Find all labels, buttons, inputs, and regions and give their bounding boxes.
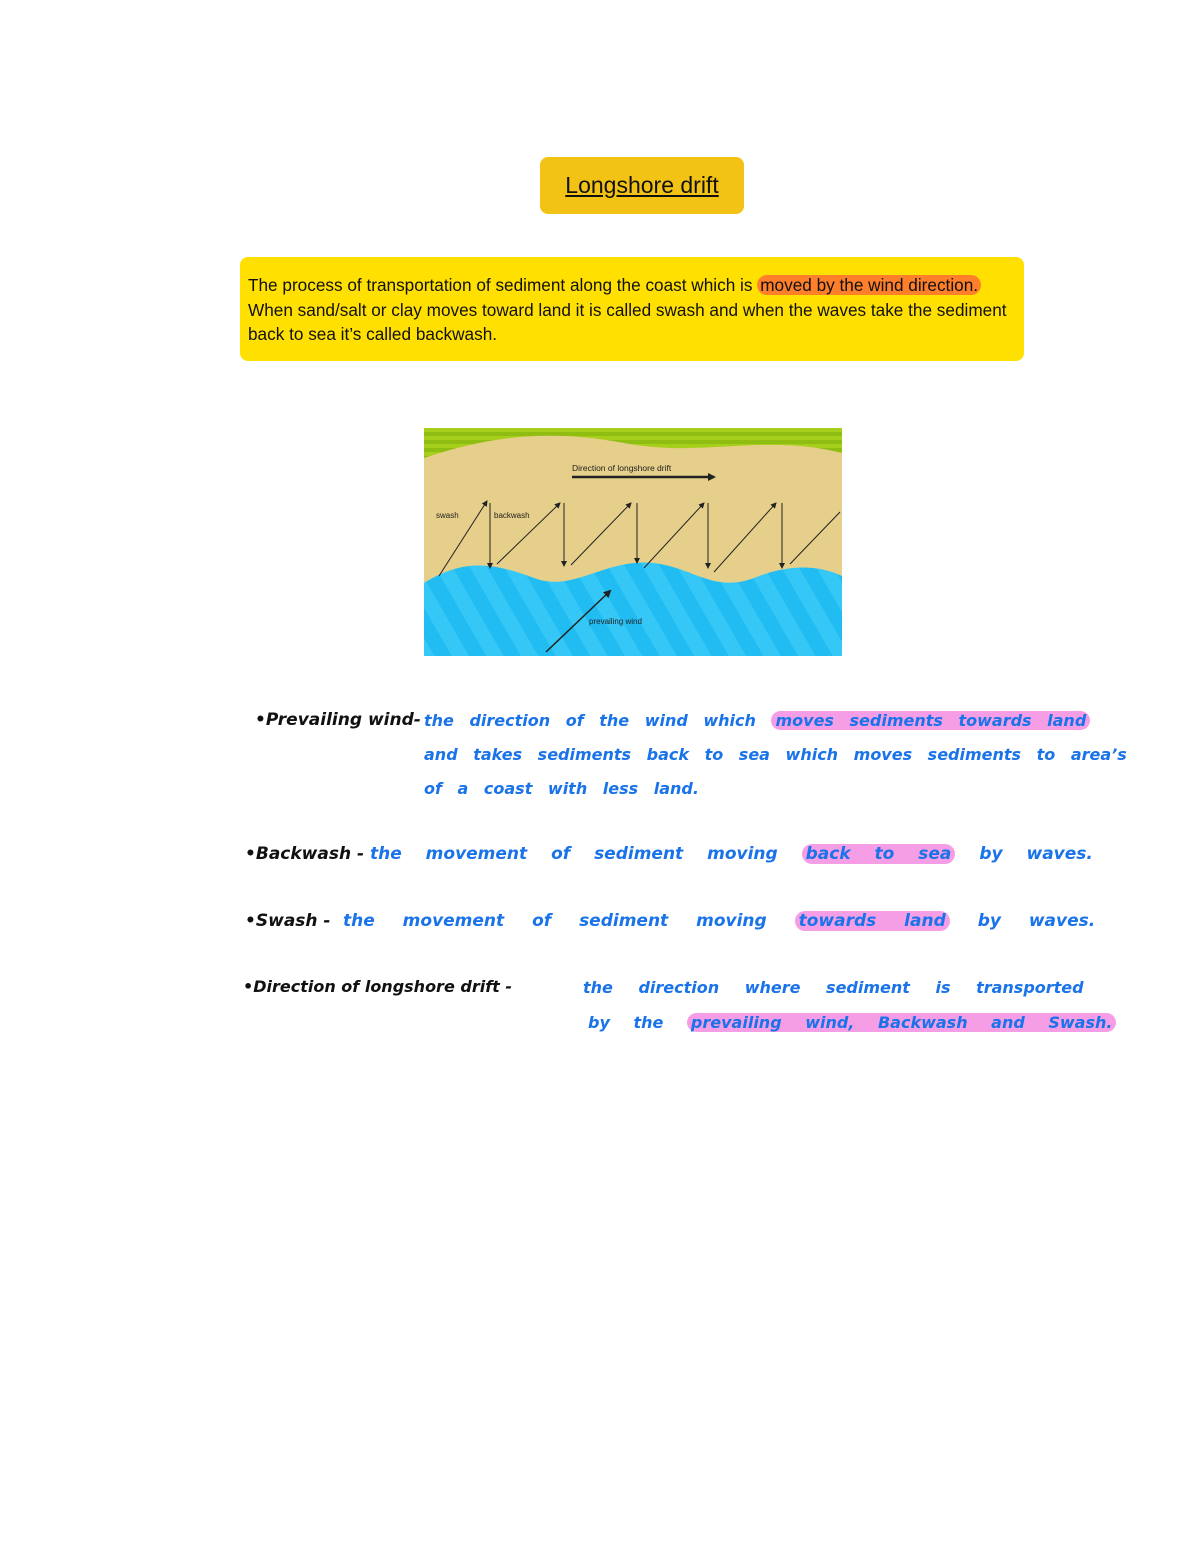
direction-line-2 <box>588 1013 1116 1032</box>
label-drift: Direction of longshore drift <box>572 463 672 473</box>
definition-box <box>240 257 1024 361</box>
sea-area <box>424 563 842 656</box>
swash-text-a: the movement of sediment moving <box>343 911 767 931</box>
label-wind: prevailing wind <box>589 617 642 626</box>
prevailing-text-1: the direction of the wind which <box>424 711 756 730</box>
term-swash: •Swash - <box>245 911 331 931</box>
term-backwash: •Backwash - <box>245 844 365 864</box>
prevailing-line-1 <box>424 711 1090 730</box>
backwash-line <box>370 844 1093 864</box>
definition-text-2: When sand/salt or clay moves toward land it is called swash and when the waves take the sediment back to sea it’s called backwash. <box>248 299 1007 344</box>
longshore-drift-diagram <box>424 428 842 656</box>
definition-text-1: The process of transportation of sediment along the coast which is <box>248 275 758 295</box>
term-direction: •Direction of longshore drift - <box>243 977 513 996</box>
backwash-text-a: the movement of sediment moving <box>370 844 778 864</box>
direction-line-1: the direction where sediment is transported <box>583 978 1084 997</box>
swash-highlight: towards land <box>795 911 950 931</box>
backwash-highlight: back to sea <box>802 844 956 864</box>
prevailing-line-3: of a coast with less land. <box>424 779 699 798</box>
prevailing-line-2: and takes sediments back to sea which moves sediments to area’s <box>424 745 1127 764</box>
backwash-text-b: by waves. <box>979 844 1093 864</box>
direction-highlight: prevailing wind, Backwash and Swash. <box>687 1013 1117 1032</box>
prevailing-highlight: moves sediments towards land <box>771 711 1090 730</box>
label-swash: swash <box>436 511 459 520</box>
definition-highlight: moved by the wind direction. <box>757 275 981 295</box>
swash-text-b: by waves. <box>977 911 1096 931</box>
title-box <box>540 157 744 214</box>
swash-line <box>343 911 1095 931</box>
term-prevailing-wind: •Prevailing wind- <box>255 710 421 730</box>
page-title: Longshore drift <box>565 172 719 198</box>
direction-text-a: by the <box>588 1013 664 1032</box>
label-backwash: backwash <box>494 511 530 520</box>
